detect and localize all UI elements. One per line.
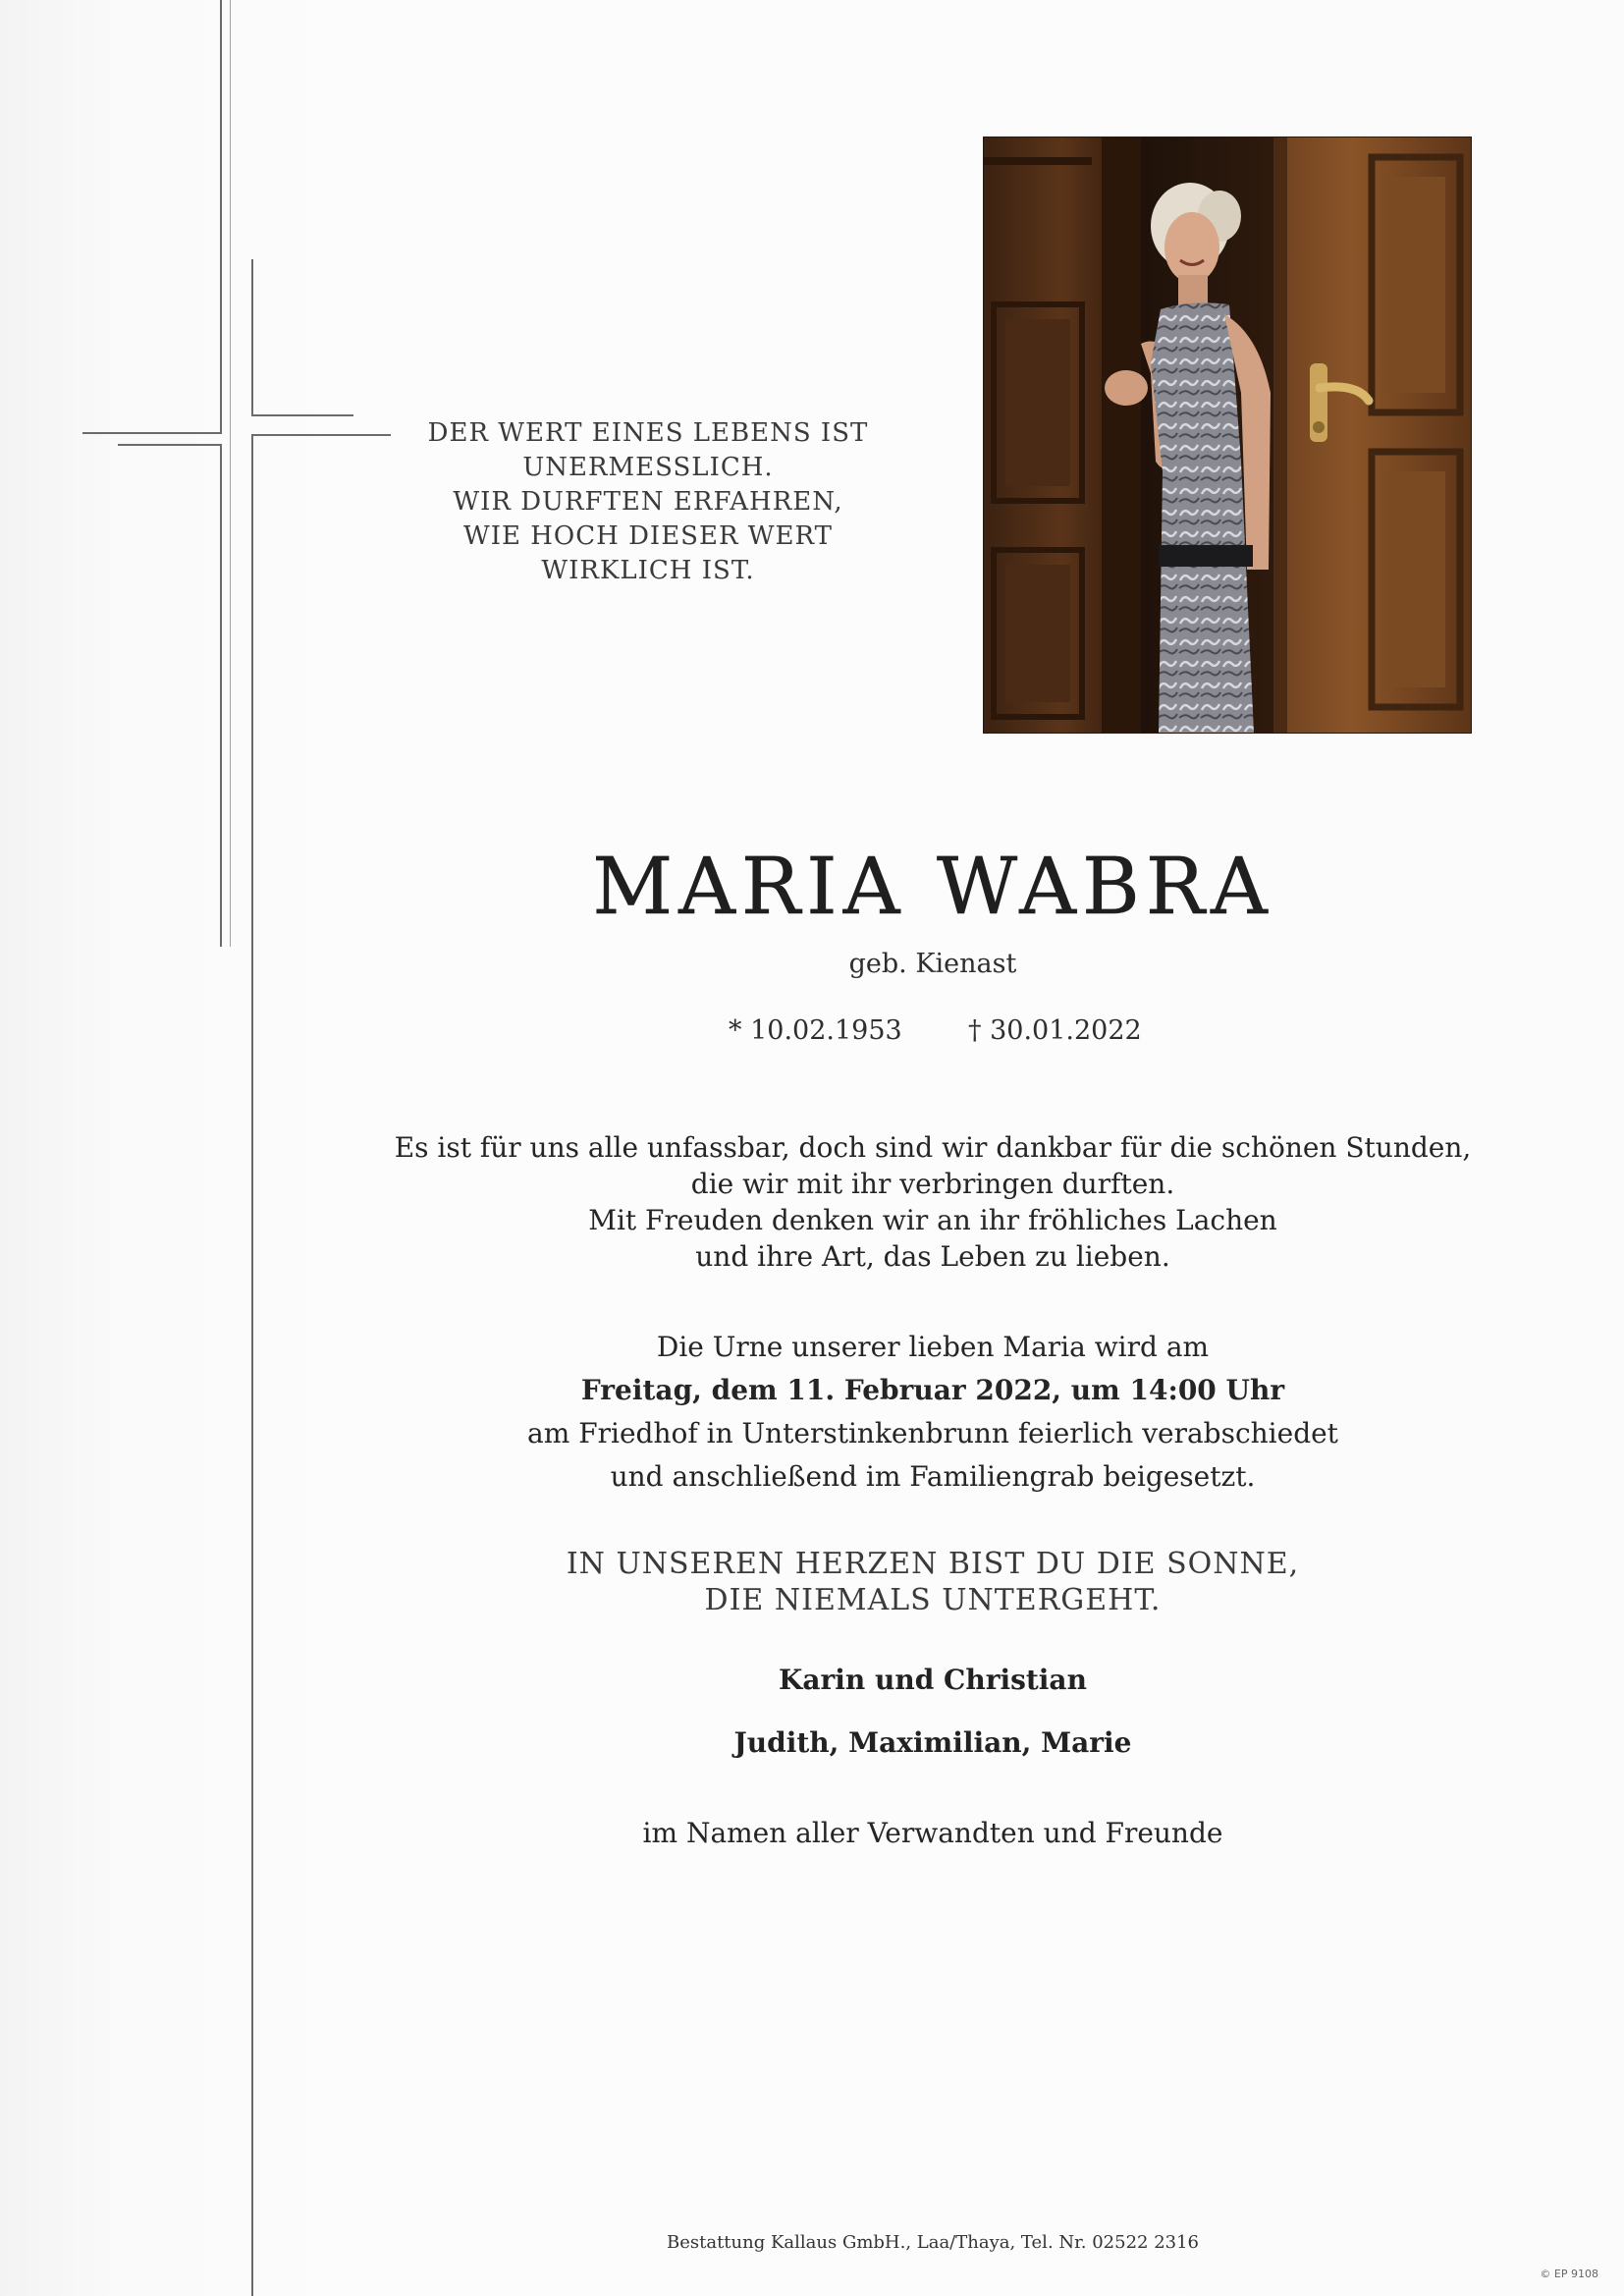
memorial-message <box>373 1129 1492 1275</box>
maiden-name: geb. Kienast <box>848 949 1017 979</box>
ceremony-intro: Die Urne unserer lieben Maria wird am <box>656 1331 1210 1363</box>
birth-date: * 10.02.1953 <box>729 1015 902 1046</box>
death-date: † 30.01.2022 <box>968 1015 1142 1046</box>
message-line: die wir mit ihr verbringen durften. <box>690 1168 1175 1200</box>
signatory-line: Judith, Maximilian, Marie <box>733 1726 1132 1759</box>
quote-line: UNERMESSLICH. <box>522 453 774 482</box>
quote-line: DER WERT EINES LEBENS IST <box>427 418 869 448</box>
ceremony-burial: und anschließend im Familiengrab beigesetzt. <box>610 1460 1256 1493</box>
motto-line: IN UNSEREN HERZEN BIST DU DIE SONNE, <box>566 1547 1300 1581</box>
undertaker-footer: Bestattung Kallaus GmbH., Laa/Thaya, Tel. Nr. 02522 2316 <box>666 2232 1199 2253</box>
quote-line: WIR DURFTEN ERFAHREN, <box>453 487 843 517</box>
portrait-photo <box>984 137 1471 733</box>
quote-block <box>393 416 903 588</box>
motto-block <box>393 1546 1473 1618</box>
ceremony-info <box>373 1326 1492 1499</box>
message-line: Es ist für uns alle unfassbar, doch sind wir dankbar für die schönen Stunden, <box>394 1131 1472 1164</box>
quote-line: WIRKLICH IST. <box>541 556 755 585</box>
message-line: Mit Freuden denken wir an ihr fröhliches Lachen <box>588 1204 1277 1236</box>
ceremony-place: am Friedhof in Unterstinkenbrunn feierlich verabschiedet <box>527 1417 1338 1449</box>
quote-line: WIE HOCH DIESER WERT <box>463 521 833 551</box>
deceased-name: MARIA WABRA <box>592 841 1273 932</box>
relatives-note: im Namen aller Verwandten und Freunde <box>642 1817 1223 1849</box>
signatory-line: Karin und Christian <box>779 1664 1087 1696</box>
ceremony-date-time: Freitag, dem 11. Februar 2022, um 14:00 Uhr <box>580 1374 1285 1406</box>
motto-line: DIE NIEMALS UNTERGEHT. <box>704 1583 1162 1617</box>
message-line: und ihre Art, das Leben zu lieben. <box>695 1240 1170 1273</box>
document-code: © EP 9108 <box>1540 2268 1598 2280</box>
